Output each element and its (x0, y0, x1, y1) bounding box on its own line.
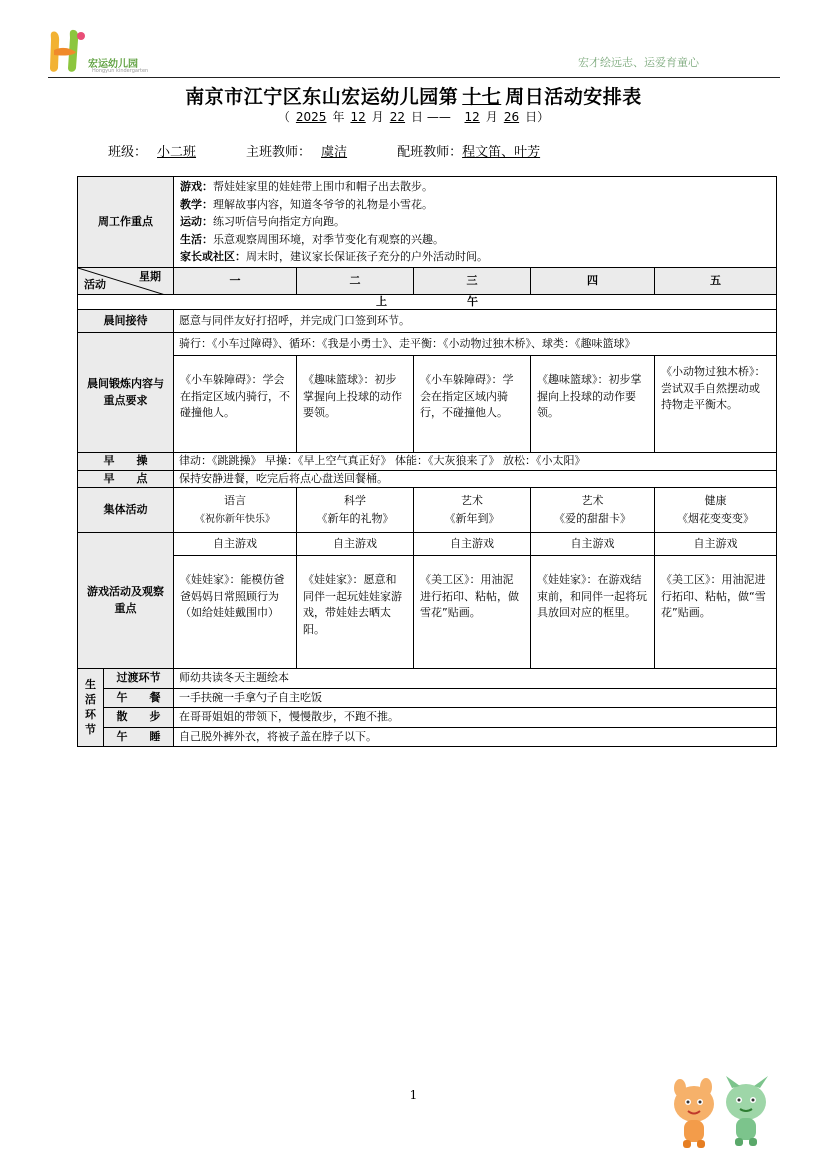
date-start-month: 12 (350, 110, 366, 124)
title-suffix: 周日活动安排表 (505, 86, 642, 108)
date-day-label: 日 —— (411, 110, 451, 124)
group-activity-row (78, 488, 777, 533)
life-item-label: 午 餐 (104, 688, 174, 708)
exercise-tue: 《趣味篮球》：初步掌握向上投球的动作要领。 (297, 356, 414, 453)
exercise-mon: 《小车躲障碍》：学会在指定区域内骑行，不碰撞他人。 (174, 356, 297, 453)
weekday-header-row (78, 267, 777, 294)
weekday-mon: 一 (174, 267, 297, 294)
activity-label: 活动 (84, 278, 106, 292)
reception-row (78, 310, 777, 333)
focus-line: 游戏：帮娃娃家里的娃娃带上围巾和帽子出去散步。 (180, 180, 433, 193)
group-subject: 语言 (224, 494, 246, 508)
group-title: 《爱的甜甜卡》 (554, 512, 631, 526)
snack-row (78, 470, 777, 488)
group-thu (531, 488, 655, 533)
life-item-label: 过渡环节 (104, 669, 174, 689)
focus-line: 生活：乐意观察周围环境，对季节变化有观察的兴趣。 (180, 232, 444, 246)
kindergarten-logo (46, 28, 176, 76)
group-fri (655, 488, 777, 533)
group-subject: 艺术 (461, 493, 483, 507)
staff-info (108, 141, 540, 160)
head-teacher-value: 虞洁 (321, 145, 348, 160)
games-label: 游戏活动及观察重点 (78, 533, 174, 669)
group-wed (414, 488, 531, 533)
morning-exercise-row (78, 453, 777, 471)
snack-label: 早 点 (78, 470, 174, 488)
title-prefix: 南京市江宁区东山宏运幼儿园第 (185, 86, 459, 108)
activity-table (77, 176, 777, 747)
assistant-teacher-value: 程文笛、叶芳 (462, 145, 541, 160)
games-head-thu: 自主游戏 (531, 533, 655, 556)
exercise-summary: 骑行：《小车过障碍》、循环：《我是小勇士》、走平衡：《小动物过独木桥》、球类：《趣味篮球》 (174, 333, 777, 356)
life-item-label: 散 步 (104, 708, 174, 728)
date-range (0, 108, 827, 125)
group-title: 《祝你新年快乐》 (195, 514, 275, 526)
life-row (78, 669, 777, 689)
games-wed: 《美工区》：用油泥进行拓印、粘帖，做雪花”贴画。 (414, 556, 531, 669)
focus-line: 运动：练习听信号向指定方向跑。 (180, 215, 345, 229)
date-year-label: 年 (332, 110, 345, 124)
games-days-row (78, 556, 777, 669)
green-mascot-icon (726, 1076, 768, 1146)
exercise-thu: 《趣味篮球》：初步掌握向上投球的动作要领。 (531, 356, 655, 453)
logo-text: 宏运幼儿园 (88, 59, 138, 70)
morning-exercise-text: 律动：《跳跳操》 早操：《早上空气真正好》 体能：《大灰狼来了》 放松：《小太阳》 (174, 453, 777, 471)
focus-line: 家长或社区：周末时，建议家长保证孩子充分的户外活动时间。 (180, 250, 488, 264)
week-label: 星期 (139, 269, 161, 283)
life-item-text: 师幼共读冬天主题绘本 (174, 669, 777, 689)
group-title: 《新年的礼物》 (316, 512, 394, 526)
exercise-label: 晨间锻炼内容与重点要求 (78, 333, 174, 453)
week-activity-corner (78, 267, 174, 294)
group-title: 《新年到》 (444, 512, 500, 526)
games-thu: 《娃娃家》：在游戏结束前，和同伴一起将玩具放回对应的框里。 (531, 556, 655, 669)
group-subject: 科学 (344, 493, 366, 507)
weekday-wed: 三 (414, 267, 531, 294)
morning-banner-a: 上 (376, 294, 388, 308)
life-row (78, 688, 777, 708)
mascot-illustration (666, 1074, 780, 1150)
group-tue (297, 488, 414, 533)
weekly-focus-label: 周工作重点 (78, 177, 174, 268)
page-number: 1 (409, 1088, 418, 1102)
life-label: 生 活 环 节 (78, 669, 104, 747)
page-title (0, 82, 827, 109)
morning-banner (78, 294, 777, 309)
morning-banner-b: 午 (467, 294, 479, 308)
head-teacher-label: 主班教师： (246, 145, 312, 160)
title-week: 十七 (462, 86, 502, 108)
reception-label: 晨间接待 (78, 310, 174, 333)
date-close: 日） (525, 110, 550, 124)
class-label: 班级： (108, 145, 148, 160)
focus-line: 教学：理解故事内容，知道冬爷爷的礼物是小雪花。 (180, 197, 433, 211)
date-end-month: 12 (464, 110, 480, 124)
exercise-summary-row (78, 333, 777, 356)
class-value: 小二班 (157, 145, 197, 160)
date-month-label: 月 (485, 110, 498, 124)
snack-text: 保持安静进餐，吃完后将点心盘送回餐桶。 (174, 470, 777, 488)
life-item-text: 自己脱外裤外衣，将被子盖在脖子以下。 (174, 727, 777, 747)
weekly-focus-content (174, 177, 777, 268)
date-open: （ (277, 110, 290, 124)
weekly-focus-row (78, 177, 777, 268)
exercise-fri: 《小动物过独木桥》：尝试双手自然摆动或持物走平衡木。 (655, 356, 777, 453)
date-start-day: 22 (389, 110, 406, 124)
orange-mascot-icon (674, 1078, 714, 1148)
group-activity-label: 集体活动 (78, 488, 174, 533)
weekday-thu: 四 (531, 267, 655, 294)
exercise-wed: 《小车躲障碍》：学会在指定区域内骑行，不碰撞他人。 (414, 356, 531, 453)
games-head-wed: 自主游戏 (414, 533, 531, 556)
logo-h-icon (46, 28, 86, 74)
slogan: 宏才绘远志、运爱育童心 (578, 56, 699, 69)
games-fri: 《美工区》：用油泥进行拓印、粘帖，做“雪花”贴画。 (655, 556, 777, 669)
logo-subtext: Hongyun kindergarten (92, 68, 149, 74)
life-item-text: 在哥哥姐姐的带领下，慢慢散步，不跑不推。 (174, 708, 777, 728)
exercise-days-row (78, 356, 777, 453)
header-divider (48, 77, 780, 78)
life-row (78, 727, 777, 747)
games-head-fri: 自主游戏 (655, 533, 777, 556)
life-row (78, 708, 777, 728)
weekday-fri: 五 (655, 267, 777, 294)
group-subject: 健康 (704, 493, 727, 507)
morning-exercise-label: 早 操 (78, 453, 174, 471)
games-head-mon: 自主游戏 (174, 533, 297, 556)
group-mon (174, 488, 297, 533)
assistant-teacher-label: 配班教师： (397, 145, 463, 160)
date-year: 2025 (295, 110, 327, 124)
life-item-label: 午 睡 (104, 727, 174, 747)
games-head-row (78, 533, 777, 556)
date-month-label: 月 (371, 110, 384, 124)
life-item-text: 一手扶碗一手拿勺子自主吃饭 (174, 688, 777, 708)
group-title: 《烟花变变变》 (677, 512, 755, 526)
morning-banner-row (78, 294, 777, 309)
date-end-day: 26 (503, 110, 520, 124)
reception-text: 愿意与同伴友好打招呼，并完成门口签到环节。 (174, 310, 777, 333)
weekday-tue: 二 (297, 267, 414, 294)
games-tue: 《娃娃家》：愿意和同伴一起玩娃娃家游戏，带娃娃去晒太阳。 (297, 556, 414, 669)
games-head-tue: 自主游戏 (297, 533, 414, 556)
group-subject: 艺术 (581, 493, 604, 507)
games-mon: 《娃娃家》：能模仿爸爸妈妈日常照顾行为（如给娃娃戴围巾） (174, 556, 297, 669)
